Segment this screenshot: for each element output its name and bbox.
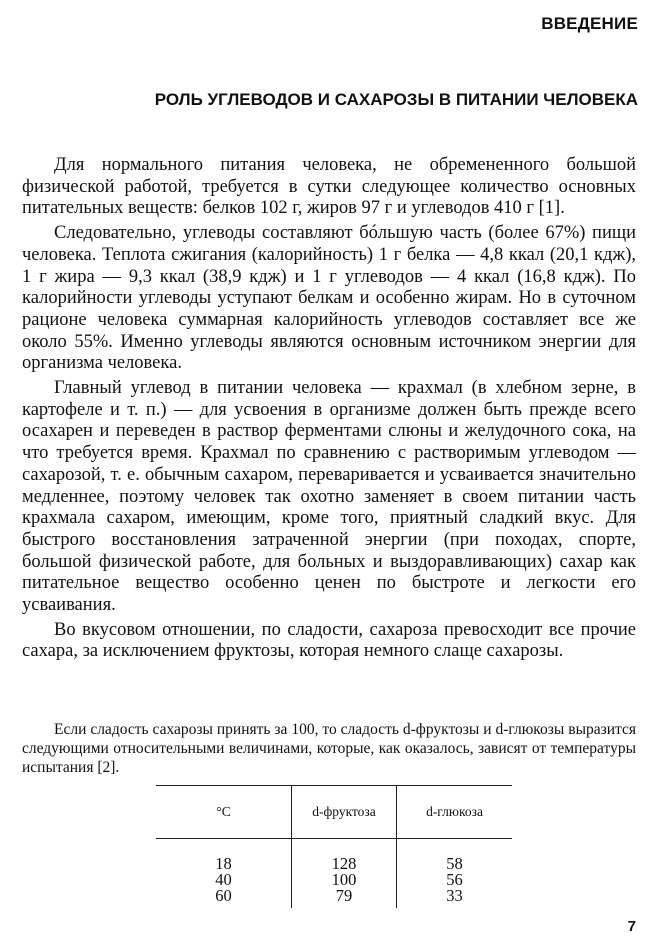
table-row [156, 888, 512, 908]
paragraph: Во вкусовом отношении, по сладости, сахароза превосходит все прочие сахара, за исключением фруктозы, которая немного слаще сахарозы. [22, 619, 636, 662]
table-cell: 79 [292, 888, 397, 908]
note-text: Если сладость сахарозы принять за 100, то сладость d-фруктозы и d-глюкозы выразится следующими относительными величинами, которые, как оказалось, зависят от температуры испытания [2]. [22, 721, 636, 776]
table-cell: 18 [215, 854, 232, 873]
body-text [22, 155, 636, 666]
header-fructose: d-фруктоза [292, 786, 397, 839]
table-cell: 40 [215, 870, 232, 889]
table-cell: 100 [292, 872, 397, 888]
sweetness-table [156, 785, 512, 908]
table-row [156, 839, 512, 873]
paragraph: Для нормального питания человека, не обремененного большой физической работой, требуется в сутки следующее количество основных питательных веществ: белков 102 г, жиров 97 г и углеводов 410 г [1]. [22, 155, 636, 219]
paragraph: Главный углевод в питании человека — крахмал (в хлебном зерне, в картофеле и т. п.) — для усвоения в организме должен быть прежде всего осахарен и переведен в раствор ферментами слюны и желудочного сока, на что требуется время. Крахмал по сравнению с растворимым углеводом — сахарозой, т. е. обычным сахаром, переваривается и усваивается значительно медленнее, поэтому человек так охотно заменяет в своем питании часть крахмала сахаром, имеющим, кроме того, приятный сладкий вкус. Для быстрого восстановления затраченной энергии (при походах, спорте, большой физической работе, для больных и выздоравливающих) сахар как питательное вещество особенно ценен по быстроте и легкости его усваивания. [22, 378, 636, 616]
paragraph: Следовательно, углеводы составляют бóльшую часть (более 67%) пищи человека. Теплота сжигания (калорийность) 1 г белка — 4,8 ккал (20,1 кдж), 1 г жира — 9,3 ккал (38,9 кдж) и 1 г углеводов — 4 ккал (16,8 кдж). По калорийности углеводы уступают белкам и особенно жирам. Но в суточном рационе человека суммарная калорийность углеводов составляет все же около 55%. Именно углеводы являются основным источником энергии для организма человека. [22, 223, 636, 374]
page-number: 7 [627, 918, 636, 935]
page-title: РОЛЬ УГЛЕВОДОВ И САХАРОЗЫ В ПИТАНИИ ЧЕЛОВЕКА [154, 90, 638, 109]
table-cell: 128 [292, 839, 397, 873]
sweetness-note [22, 720, 636, 777]
section-label: ВВЕДЕНИЕ [541, 14, 638, 33]
header-glucose: d-глюкоза [397, 786, 513, 839]
table-header-row [156, 786, 512, 839]
table-cell: 60 [215, 886, 232, 905]
table-cell: 58 [397, 839, 513, 873]
table-cell: 56 [397, 872, 513, 888]
table-cell: 33 [397, 888, 513, 908]
header-temperature: °C [156, 786, 292, 839]
